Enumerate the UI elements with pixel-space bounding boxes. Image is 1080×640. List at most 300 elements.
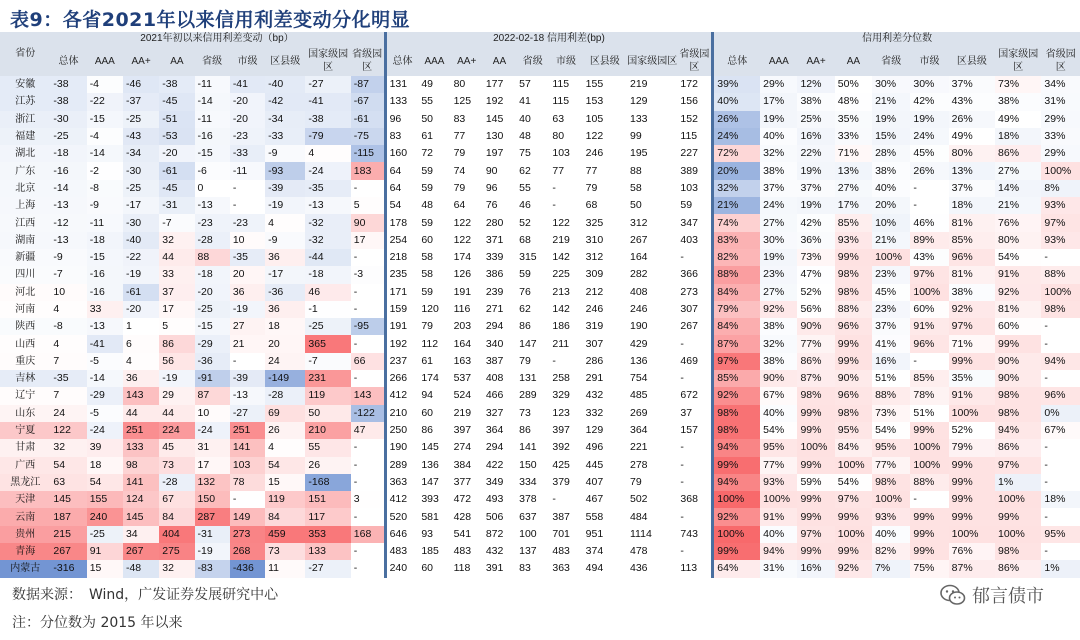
spread-cell: 61 — [421, 130, 434, 143]
spread-cell: 83 — [519, 562, 531, 575]
spread-cell: 407 — [585, 475, 604, 488]
change-cell: 36 — [265, 301, 305, 318]
percentile-cell: 99% — [797, 422, 834, 439]
change-cell: -35 — [230, 249, 265, 266]
spread-cell: 46 — [519, 199, 531, 212]
spread-cell: 50 — [630, 199, 642, 212]
percentile-cell: 34% — [1041, 76, 1080, 93]
change-cell: -37 — [123, 93, 159, 110]
percentile-cell: 19% — [797, 162, 834, 179]
change-cell: -31 — [195, 526, 230, 543]
spread-cell: 133 — [630, 112, 648, 125]
spread-cell: 61 — [421, 354, 434, 367]
percentile-cell: 74% — [713, 214, 760, 231]
change-cell: -25 — [305, 318, 350, 335]
percentile-cell: 54% — [760, 422, 797, 439]
change-cell: -27 — [305, 76, 350, 93]
change-cell: 66 — [351, 353, 385, 370]
table-row — [0, 214, 1080, 231]
spread-cell: 218 — [385, 249, 418, 266]
spread-cell: 164 — [453, 337, 472, 350]
percentile-cell: 100% — [872, 491, 910, 508]
spread-cell: - — [552, 199, 556, 212]
province-cell: 上海 — [0, 197, 50, 214]
change-cell: 24 — [265, 353, 305, 370]
change-cell: 90 — [351, 214, 385, 231]
percentile-cell: 85% — [835, 214, 872, 231]
percentile-cell: 82% — [713, 249, 760, 266]
change-cell: 224 — [159, 422, 194, 439]
change-cell: -45 — [159, 93, 194, 110]
percentile-cell: 99% — [995, 508, 1041, 525]
percentile-cell: 99% — [835, 543, 872, 560]
percentile-cell: 31% — [1041, 93, 1080, 110]
spread-cell: 428 — [453, 510, 472, 523]
change-cell: - — [351, 249, 385, 266]
spread-cell: 131 — [519, 372, 537, 385]
change-cell: 273 — [230, 526, 265, 543]
spread-cell: 112 — [421, 337, 439, 350]
percentile-cell: 96% — [835, 387, 872, 404]
percentile-cell: 99% — [995, 335, 1041, 352]
spread-cell: 312 — [585, 251, 604, 264]
change-cell: -14 — [87, 370, 123, 387]
change-cell: 7 — [50, 353, 86, 370]
spread-cell: 129 — [630, 95, 648, 108]
spread-cell: 74 — [453, 164, 466, 177]
percentile-cell: 17% — [760, 93, 797, 110]
percentile-cell: 95% — [835, 422, 872, 439]
spread-cell: 116 — [453, 303, 471, 315]
spread-cell: 64 — [385, 162, 418, 179]
spread-cell: 192 — [385, 335, 418, 352]
change-cell: 1 — [123, 318, 159, 335]
change-cell: 251 — [123, 422, 159, 439]
spread-cell: 212 — [585, 285, 604, 298]
spread-cell: 79 — [630, 475, 642, 488]
province-cell: 河南 — [0, 301, 50, 318]
change-cell: 21 — [230, 335, 265, 352]
change-cell: 353 — [305, 526, 350, 543]
province-cell: 黑龙江 — [0, 474, 50, 491]
change-cell: 44 — [159, 249, 194, 266]
spread-cell: 174 — [421, 372, 439, 385]
change-cell: -15 — [87, 111, 123, 128]
percentile-cell: 97% — [713, 353, 760, 370]
percentile-cell: 80% — [995, 232, 1041, 249]
spread-cell: 387 — [485, 354, 504, 367]
percentile-cell: - — [910, 353, 948, 370]
province-cell: 四川 — [0, 266, 50, 283]
spread-cell: 391 — [485, 562, 504, 575]
column-header: 国家级园区 — [995, 46, 1041, 76]
percentile-cell: 18% — [949, 197, 995, 214]
percentile-cell: 98% — [1041, 301, 1080, 318]
change-cell: -36 — [195, 353, 230, 370]
percentile-cell: 94% — [1041, 353, 1080, 370]
spread-cell: 145 — [421, 441, 439, 454]
spread-cell: 506 — [485, 510, 504, 523]
spread-cell: 96 — [485, 181, 498, 194]
province-cell: 安徽 — [0, 76, 50, 93]
spread-cell: 408 — [630, 285, 648, 298]
percentile-cell: 94% — [713, 439, 760, 456]
change-cell: 84 — [265, 508, 305, 525]
province-cell: 福建 — [0, 128, 50, 145]
table-row — [0, 491, 1080, 508]
spread-cell: 59 — [680, 199, 693, 212]
spread-cell: 50 — [421, 112, 434, 125]
spread-cell: 174 — [453, 251, 472, 264]
percentile-cell: 99% — [949, 508, 995, 525]
change-cell: -33 — [265, 128, 305, 145]
change-cell: - — [230, 353, 265, 370]
percentile-cell: 98% — [872, 474, 910, 491]
percentile-cell: 100% — [910, 439, 948, 456]
percentile-cell: 14% — [995, 180, 1041, 197]
spread-cell: 122 — [585, 130, 604, 143]
percentile-cell: 78% — [910, 387, 948, 404]
change-cell: - — [230, 491, 265, 508]
percentile-cell: - — [1041, 335, 1080, 352]
spread-cell: 340 — [485, 337, 504, 350]
change-cell: - — [351, 335, 385, 352]
table-row — [0, 526, 1080, 543]
change-cell: -30 — [123, 162, 159, 179]
spread-cell: 672 — [680, 389, 698, 402]
spread-cell: 62 — [519, 164, 531, 177]
percentile-cell: 99% — [797, 491, 834, 508]
spread-cell: 951 — [585, 527, 604, 540]
spread-cell: 319 — [585, 320, 604, 333]
spread-cell: 49 — [421, 78, 434, 91]
percentile-cell: 26% — [713, 111, 760, 128]
spread-cell: 378 — [519, 493, 537, 506]
change-cell: -39 — [265, 180, 305, 197]
change-cell: 215 — [50, 526, 86, 543]
change-cell: -25 — [87, 526, 123, 543]
change-cell: 210 — [305, 422, 350, 439]
change-cell: 31 — [195, 439, 230, 456]
change-cell: -11 — [87, 214, 123, 231]
spread-cell: 368 — [680, 493, 698, 506]
change-cell: 251 — [230, 422, 265, 439]
change-cell: 15 — [87, 560, 123, 577]
percentile-cell: 98% — [995, 387, 1041, 404]
change-cell: 18 — [87, 457, 123, 474]
spread-cell: 339 — [485, 251, 504, 264]
change-cell: -43 — [123, 128, 159, 145]
spread-cell: 40 — [519, 112, 531, 125]
percentile-cell: 86% — [995, 439, 1041, 456]
change-cell: -6 — [195, 162, 230, 179]
change-cell: 3 — [351, 491, 385, 508]
change-cell: 18 — [265, 318, 305, 335]
percentile-cell: 27% — [995, 162, 1041, 179]
change-cell: - — [351, 370, 385, 387]
percentile-cell: 67% — [760, 387, 797, 404]
percentile-cell: - — [1041, 543, 1080, 560]
footnote: 注：分位数为 2015 年以来 — [12, 615, 183, 631]
table-row — [0, 162, 1080, 179]
spread-cell: 125 — [453, 95, 472, 108]
change-cell: -95 — [351, 318, 385, 335]
change-cell: 11 — [265, 560, 305, 577]
change-cell: -316 — [50, 560, 86, 577]
change-cell: 0 — [195, 180, 230, 197]
percentile-cell: 59% — [797, 474, 834, 491]
change-cell: -39 — [230, 370, 265, 387]
province-cell: 陕西 — [0, 318, 50, 335]
percentile-cell: - — [1041, 508, 1080, 525]
column-header: 省级 — [872, 46, 910, 76]
spread-cell: 129 — [585, 424, 604, 437]
change-cell: 267 — [123, 543, 159, 560]
change-cell: -25 — [123, 180, 159, 197]
spread-cell: 379 — [552, 475, 570, 488]
change-cell: -48 — [123, 560, 159, 577]
change-cell: -14 — [195, 93, 230, 110]
change-cell: -30 — [123, 214, 159, 231]
percentile-cell: - — [910, 491, 948, 508]
percentile-cell: 96% — [835, 318, 872, 335]
percentile-cell: 100% — [995, 491, 1041, 508]
province-cell: 广西 — [0, 457, 50, 474]
spread-cell: 150 — [519, 458, 537, 471]
percentile-cell: 97% — [797, 526, 834, 543]
percentile-cell: 99% — [713, 543, 760, 560]
change-cell: 145 — [50, 491, 86, 508]
spread-cell: 397 — [552, 424, 570, 437]
spread-cell: 186 — [552, 320, 570, 333]
percentile-cell: 7% — [872, 560, 910, 577]
percentile-cell: 93% — [760, 474, 797, 491]
spread-cell: 64 — [385, 180, 418, 197]
change-cell: 151 — [305, 491, 350, 508]
percentile-cell: 90% — [797, 318, 834, 335]
spread-cell: 422 — [485, 458, 504, 471]
spread-cell: 141 — [519, 441, 537, 454]
percentile-cell: 37% — [872, 318, 910, 335]
percentile-cell: 99% — [949, 353, 995, 370]
change-cell: - — [230, 180, 265, 197]
change-cell: -46 — [123, 76, 159, 93]
percentile-cell: 92% — [760, 301, 797, 318]
spread-cell: 412 — [385, 387, 418, 404]
change-cell: 50 — [305, 405, 350, 422]
change-cell: -41 — [87, 335, 123, 352]
change-cell: 36 — [123, 370, 159, 387]
percentile-cell: 38% — [760, 318, 797, 335]
province-cell: 北京 — [0, 180, 50, 197]
percentile-cell: 64% — [713, 560, 760, 577]
percentile-cell: 29% — [1041, 145, 1080, 162]
spread-cell: 334 — [519, 475, 537, 488]
percentile-cell: 54% — [995, 249, 1041, 266]
percentile-cell: 45% — [872, 284, 910, 301]
spread-cell: 267 — [630, 233, 648, 246]
percentile-cell: 23% — [760, 266, 797, 283]
percentile-cell: 97% — [1041, 214, 1080, 231]
percentile-cell: 90% — [835, 370, 872, 387]
percentile-cell: 97% — [949, 318, 995, 335]
column-header: AA — [483, 46, 516, 76]
spread-cell: 483 — [385, 543, 418, 560]
percentile-cell: 91% — [949, 387, 995, 404]
column-header: 省级园区 — [677, 46, 712, 76]
percentile-cell: 96% — [1041, 387, 1080, 404]
spread-cell: 267 — [680, 320, 698, 333]
percentile-cell: 54% — [835, 474, 872, 491]
percentile-cell: 98% — [995, 405, 1041, 422]
spread-cell: 48 — [519, 130, 531, 143]
change-cell: -38 — [50, 76, 86, 93]
change-cell: 4 — [50, 335, 86, 352]
spread-cell: - — [552, 493, 556, 506]
change-cell: -75 — [351, 128, 385, 145]
change-cell: 54 — [265, 457, 305, 474]
spread-cell: 246 — [585, 147, 604, 160]
change-cell: -19 — [230, 301, 265, 318]
change-cell: - — [351, 560, 385, 577]
percentile-cell: 98% — [713, 405, 760, 422]
percentile-cell: 38% — [995, 93, 1041, 110]
spread-cell: - — [552, 354, 556, 367]
spread-cell: 190 — [385, 439, 418, 456]
spread-cell: 254 — [385, 232, 418, 249]
change-cell: 6 — [123, 335, 159, 352]
spread-cell: 159 — [385, 301, 418, 318]
change-cell: -11 — [195, 111, 230, 128]
column-header: 市级 — [230, 46, 265, 76]
change-cell: -61 — [123, 284, 159, 301]
change-cell: 268 — [230, 543, 265, 560]
percentile-cell: 94% — [760, 543, 797, 560]
table-row — [0, 249, 1080, 266]
percentile-cell: 92% — [713, 387, 760, 404]
change-cell: 404 — [159, 526, 194, 543]
spread-cell: 79 — [453, 181, 466, 194]
percentile-cell: 37% — [949, 180, 995, 197]
spread-cell: 76 — [485, 199, 498, 212]
spread-cell: 60 — [421, 406, 434, 419]
spread-cell: 524 — [453, 389, 472, 402]
percentile-cell: 81% — [995, 301, 1041, 318]
percentile-cell: 99% — [910, 526, 948, 543]
percentile-cell: 98% — [835, 266, 872, 283]
table-row — [0, 508, 1080, 525]
change-cell: -7 — [305, 353, 350, 370]
spread-cell: 115 — [552, 95, 570, 108]
percentile-cell: 99% — [949, 491, 995, 508]
change-cell: -51 — [159, 111, 194, 128]
change-cell: 36 — [265, 249, 305, 266]
change-cell: -115 — [351, 145, 385, 162]
percentile-cell: 23% — [872, 266, 910, 283]
change-cell: 32 — [159, 560, 194, 577]
change-cell: 124 — [123, 491, 159, 508]
change-cell: -17 — [123, 197, 159, 214]
percentile-cell: 88% — [1041, 266, 1080, 283]
percentile-cell: 90% — [760, 370, 797, 387]
province-cell: 宁夏 — [0, 422, 50, 439]
percentile-cell: 49% — [995, 111, 1041, 128]
spread-cell: 86 — [519, 424, 531, 437]
percentile-cell: 95% — [760, 439, 797, 456]
spread-cell: 54 — [385, 197, 418, 214]
change-cell: 47 — [351, 422, 385, 439]
spread-cell: 75 — [519, 147, 531, 160]
change-cell: 275 — [159, 543, 194, 560]
change-cell: 33 — [87, 301, 123, 318]
percentile-cell: 19% — [872, 111, 910, 128]
spread-cell: 77 — [585, 164, 598, 177]
percentile-cell: 42% — [910, 93, 948, 110]
spread-cell: 219 — [552, 233, 570, 246]
percentile-cell: 17% — [835, 197, 872, 214]
percentile-cell: 19% — [760, 111, 797, 128]
percentile-cell: 21% — [995, 197, 1041, 214]
spread-cell: 94 — [421, 389, 434, 402]
change-cell: -35 — [50, 370, 86, 387]
spread-cell: 157 — [680, 424, 698, 437]
spread-cell: 52 — [519, 216, 531, 229]
percentile-cell: 21% — [713, 197, 760, 214]
change-cell: -3 — [351, 266, 385, 283]
percentile-cell: - — [1041, 249, 1080, 266]
percentile-cell: 13% — [835, 162, 872, 179]
percentile-cell: 16% — [797, 128, 834, 145]
spread-cell: 258 — [552, 372, 570, 385]
percentile-cell: 32% — [713, 180, 760, 197]
percentile-cell: 30% — [872, 76, 910, 93]
percentile-cell: 16% — [872, 353, 910, 370]
spread-cell: 115 — [680, 130, 698, 143]
spread-cell: 307 — [585, 337, 604, 350]
percentile-cell: 29% — [1041, 111, 1080, 128]
change-cell: - — [351, 284, 385, 301]
percentile-cell: 31% — [760, 560, 797, 577]
spread-cell: 77 — [552, 164, 565, 177]
watermark-text: 郁言债市 — [972, 586, 1044, 607]
spread-cell: 55 — [421, 95, 434, 108]
change-cell: -29 — [195, 335, 230, 352]
change-cell: -41 — [230, 76, 265, 93]
percentile-cell: 100% — [949, 526, 995, 543]
change-cell: 46 — [305, 284, 350, 301]
spread-cell: 191 — [385, 318, 418, 335]
percentile-cell: 93% — [835, 232, 872, 249]
spread-cell: 363 — [552, 562, 570, 575]
column-header: 省级园区 — [351, 46, 385, 76]
change-cell: -33 — [230, 145, 265, 162]
percentile-cell: 48% — [835, 93, 872, 110]
percentile-cell: 92% — [995, 284, 1041, 301]
change-cell: -13 — [195, 197, 230, 214]
change-cell: -38 — [305, 111, 350, 128]
spread-cell: 496 — [585, 441, 604, 454]
table-row — [0, 318, 1080, 335]
percentile-cell: 88% — [835, 301, 872, 318]
percentile-cell: 37% — [760, 180, 797, 197]
spread-cell: 537 — [453, 372, 472, 385]
change-cell: 150 — [195, 491, 230, 508]
change-cell: -67 — [351, 93, 385, 110]
percentile-cell: 98% — [835, 284, 872, 301]
column-header: 国家级园区 — [305, 46, 350, 76]
change-cell: 143 — [351, 387, 385, 404]
change-cell: -28 — [159, 474, 194, 491]
